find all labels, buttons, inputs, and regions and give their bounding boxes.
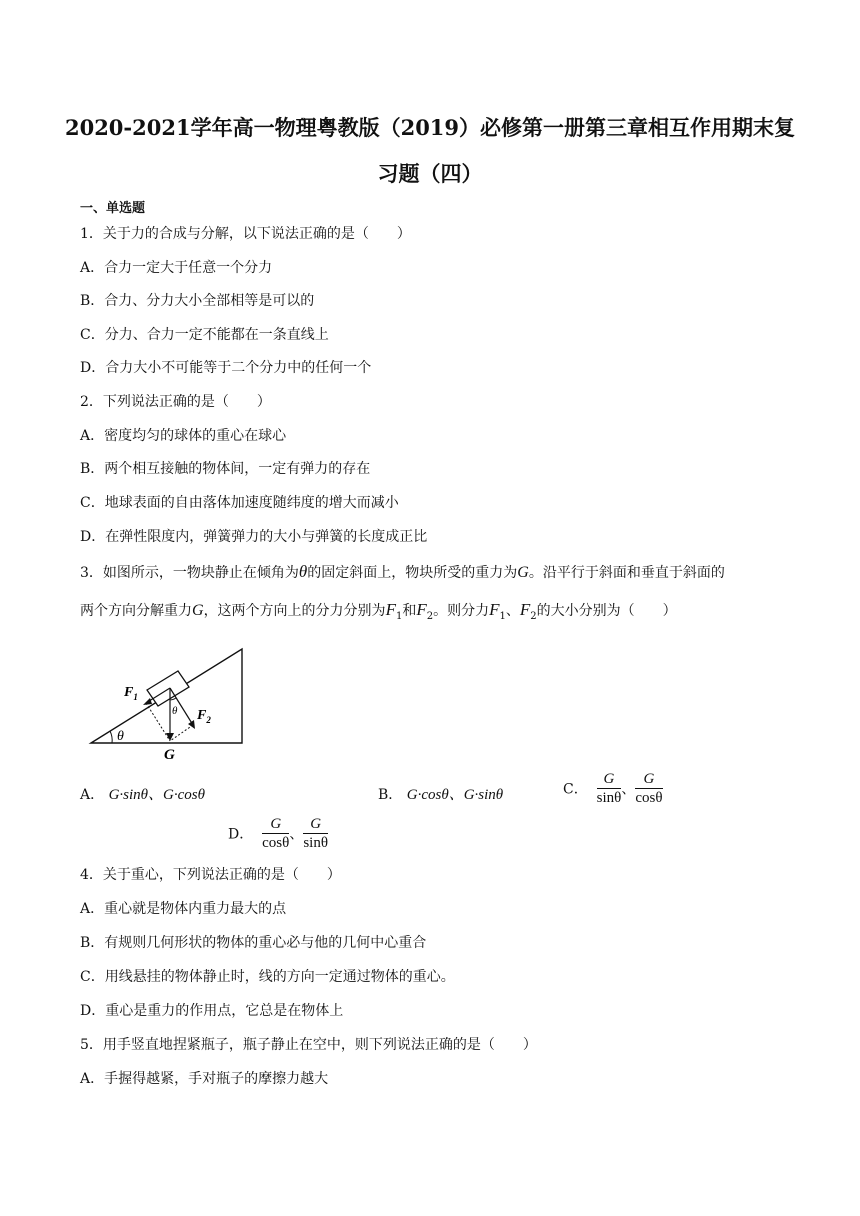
f1-arrowhead — [143, 698, 152, 705]
q4-option-c: C．用线悬挂的物体静止时，线的方向一定通过物体的重心。 — [80, 969, 455, 985]
q4-option-b: B．有规则几何形状的物体的重心必与他的几何中心重合 — [80, 935, 427, 951]
block — [147, 671, 189, 706]
label-theta-top: θ — [172, 705, 178, 717]
q1-option-a: A．合力一定大于任意一个分力 — [80, 260, 273, 276]
q1-option-d: D．合力大小不可能等于二个分力中的任何一个 — [80, 360, 372, 376]
q2-option-b: B．两个相互接触的物体间，一定有弹力的存在 — [80, 461, 371, 477]
label-f1: $F_1$ — [124, 685, 138, 702]
doc-title-line2: 习题（四） — [377, 161, 483, 186]
q2-option-a: A．密度均匀的球体的重心在球心 — [80, 428, 287, 444]
q3-option-c: C． $\frac{G}{\sin\theta}$ 、 $\frac{G}{\cos\theta}$ — [563, 771, 663, 806]
q1-option-c: C．分力、合力一定不能都在一条直线上 — [80, 327, 329, 343]
q1-stem: 1．关于力的合成与分解，以下说法正确的是（ ） — [80, 226, 411, 242]
dashed-line-f1 — [146, 703, 170, 741]
fraction: $\frac{G}{\cos\theta}$ — [262, 816, 290, 851]
section-heading: 一、单选题 — [80, 201, 146, 216]
q5-stem: 5．用手竖直地捏紧瓶子，瓶子静止在空中，则下列说法正确的是（ ） — [80, 1037, 537, 1053]
q3-stem-line2: 两个方向分解重力G，这两个方向上的分力分别为$F_1$和$F_2$。则分力$F_1$、$F_2$的大小分别为（ ） — [80, 600, 677, 622]
q1-option-b: B．合力、分力大小全部相等是可以的 — [80, 293, 315, 309]
label-g: G — [164, 747, 175, 763]
incline-diagram — [80, 640, 260, 768]
q3-option-b: B． G·cosθ、G·sinθ — [378, 787, 504, 803]
fraction: $\frac{G}{\cos\theta}$ — [635, 771, 663, 806]
q2-stem: 2．下列说法正确的是（ ） — [80, 394, 271, 410]
q3-option-a: A． G·sinθ、G·cosθ — [80, 787, 205, 803]
theta-arc-base — [110, 731, 112, 743]
q3-stem-line1: 3．如图所示，一物块静止在倾角为θ的固定斜面上，物块所受的重力为G。沿平行于斜面和垂直于斜面的 — [80, 562, 725, 581]
q5-option-a: A．手握得越紧，手对瓶子的摩擦力越大 — [80, 1071, 329, 1087]
q2-option-d: D．在弹性限度内，弹簧弹力的大小与弹簧的长度成正比 — [80, 529, 428, 545]
q3-option-d: D． $\frac{G}{\cos\theta}$ 、 $\frac{G}{\sin\theta}$ — [228, 816, 329, 851]
doc-title-line1: 2020-2021学年高一物理粤教版（2019）必修第一册第三章相互作用期末复 — [64, 115, 796, 140]
q4-stem: 4．关于重心，下列说法正确的是（ ） — [80, 867, 341, 883]
q2-option-c: C．地球表面的自由落体加速度随纬度的增大而减小 — [80, 495, 399, 511]
fraction: $\frac{G}{\sin\theta}$ — [303, 816, 329, 851]
q4-option-a: A．重心就是物体内重力最大的点 — [80, 901, 287, 917]
label-f2: $F_2$ — [197, 708, 211, 725]
fraction: $\frac{G}{\sin\theta}$ — [596, 771, 622, 806]
label-theta-base: θ — [117, 729, 124, 744]
q4-option-d: D．重心是重力的作用点，它总是在物体上 — [80, 1003, 344, 1019]
